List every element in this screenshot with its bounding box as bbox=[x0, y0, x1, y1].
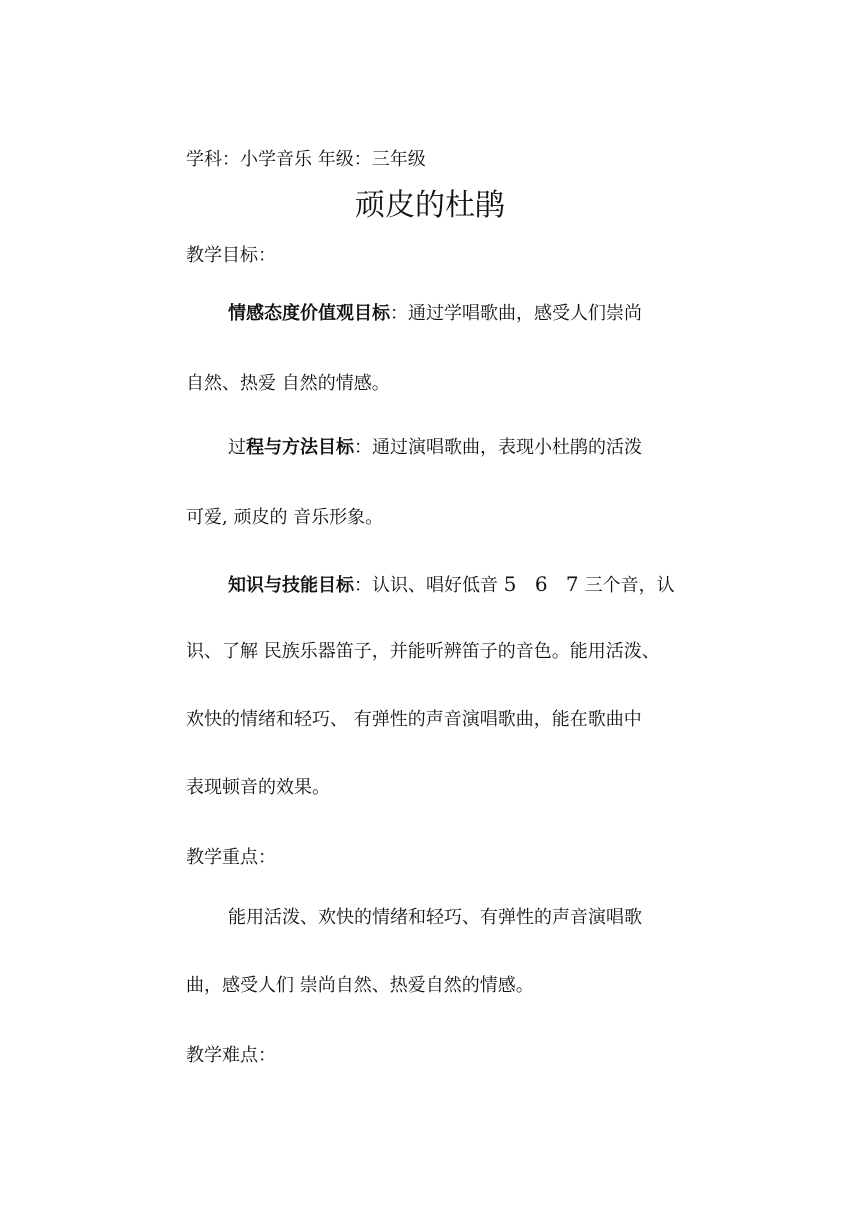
objectives-heading: 教学目标： bbox=[186, 245, 276, 266]
difficulties-heading: 教学难点： bbox=[186, 1045, 276, 1066]
knowledge-objective-line3: 欢快的情绪和轻巧、 有弹性的声音演唱歌曲，能在歌曲中 bbox=[186, 709, 642, 730]
subject-grade-line: 学科：小学音乐 年级：三年级 bbox=[186, 149, 426, 170]
emotion-objective-label: 情感态度价值观目标 bbox=[228, 303, 390, 324]
emotion-objective-line2: 自然、热爱 自然的情感。 bbox=[186, 373, 390, 394]
key-points-line2: 曲，感受人们 崇尚自然、热爱自然的情感。 bbox=[186, 975, 534, 996]
knowledge-objective-line1 bbox=[228, 572, 675, 598]
emotion-objective-line1 bbox=[228, 302, 642, 326]
process-objective-line1 bbox=[228, 436, 642, 460]
key-points-heading: 教学重点： bbox=[186, 847, 276, 868]
emotion-objective-colon: ： bbox=[390, 303, 408, 324]
process-objective-label: 程与方法目标 bbox=[246, 437, 354, 458]
process-objective-text: 通过演唱歌曲，表现小杜鹃的活泼 bbox=[372, 437, 642, 458]
process-objective-colon: ： bbox=[354, 437, 372, 458]
knowledge-objective-label: 知识与技能目标 bbox=[228, 575, 354, 596]
low-notes-567: 5 6 7 bbox=[503, 572, 585, 596]
knowledge-objective-colon: ： bbox=[354, 575, 372, 596]
knowledge-objective-line2: 识、了解 民族乐器笛子，并能听辨笛子的音色。能用活泼、 bbox=[186, 641, 660, 662]
knowledge-objective-text-b: 三个音，认 bbox=[584, 575, 675, 596]
knowledge-objective-line4: 表现顿音的效果。 bbox=[186, 777, 330, 798]
process-objective-prefix: 过 bbox=[228, 437, 246, 458]
key-points-line1: 能用活泼、欢快的情绪和轻巧、有弹性的声音演唱歌 bbox=[228, 907, 642, 928]
emotion-objective-text: 通过学唱歌曲，感受人们崇尚 bbox=[408, 303, 642, 324]
knowledge-objective-text-a: 认识、唱好低音 bbox=[372, 575, 498, 596]
page-title: 顽皮的杜鹃 bbox=[355, 188, 505, 223]
process-objective-line2: 可爱, 顽皮的 音乐形象。 bbox=[186, 507, 384, 528]
